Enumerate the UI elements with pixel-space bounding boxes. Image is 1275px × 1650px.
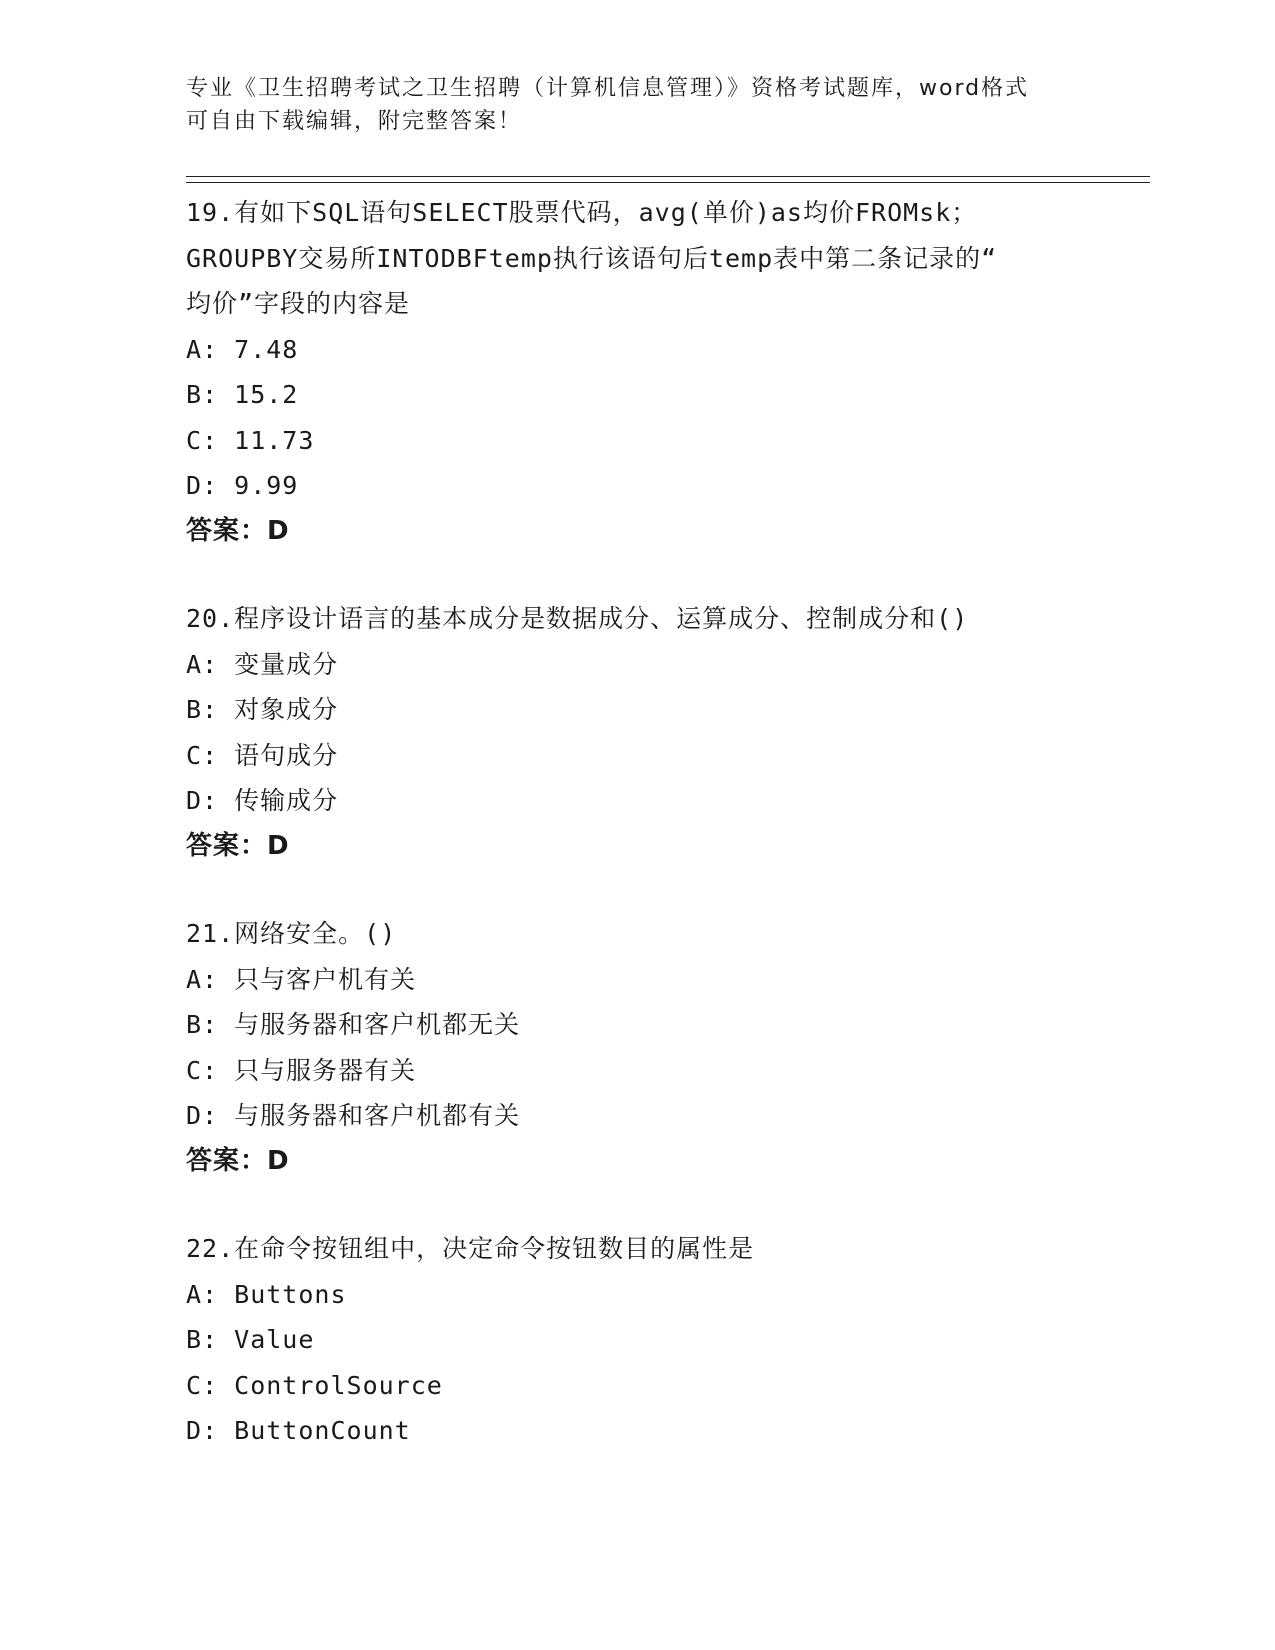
option-d: D: 传输成分: [186, 786, 339, 815]
option-c: C: ControlSource: [186, 1370, 443, 1400]
question-spacer: [186, 1184, 1086, 1226]
question-19: [186, 190, 1086, 554]
option-a: A: 7.48: [186, 334, 299, 364]
question-stem: [186, 911, 1086, 957]
option-b: B: 与服务器和客户机都无关: [186, 1010, 521, 1039]
question-spacer: [186, 869, 1086, 911]
option-b: B: Value: [186, 1325, 315, 1354]
answer-label: 答案：D: [186, 1145, 290, 1176]
option-d: D: 9.99: [186, 471, 299, 500]
stem-line: GROUPBY交易所INTODBFtemp执行该语句后temp表中第二条记录的“: [186, 243, 998, 273]
stem-line: 21.网络安全。(): [186, 919, 397, 948]
option-c: C: 语句成分: [186, 740, 339, 770]
question-list: [186, 190, 1086, 1454]
header-line-1: 专业《卫生招聘考试之卫生招聘（计算机信息管理）》资格考试题库，word格式: [186, 76, 1030, 101]
question-stem: [186, 1226, 1086, 1272]
option-a: A: Buttons: [186, 1279, 347, 1309]
header-line-2: 可自由下载编辑，附完整答案！: [186, 109, 523, 134]
option-a: A: 变量成分: [186, 649, 339, 679]
question-20: [186, 596, 1086, 869]
answer-label: 答案：D: [186, 515, 290, 546]
answer-label: 答案：D: [186, 830, 290, 861]
option-a: A: 只与客户机有关: [186, 964, 417, 994]
stem-line: 均价”字段的内容是: [186, 289, 411, 318]
option-d: D: 与服务器和客户机都有关: [186, 1101, 521, 1130]
question-stem: [186, 190, 1086, 327]
header-divider-bottom: [186, 182, 1150, 183]
stem-line: 19.有如下SQL语句SELECT股票代码，avg(单价)as均价FROMsk；: [186, 198, 978, 227]
option-b: B: 15.2: [186, 380, 299, 409]
option-d: D: ButtonCount: [186, 1416, 411, 1445]
header-divider-top: [186, 176, 1150, 177]
question-21: [186, 911, 1086, 1184]
stem-line: 22.在命令按钮组中，决定命令按钮数目的属性是: [186, 1234, 755, 1263]
question-spacer: [186, 554, 1086, 596]
document-header: [186, 72, 1066, 138]
question-22: [186, 1226, 1086, 1454]
option-b: B: 对象成分: [186, 695, 339, 724]
question-stem: [186, 596, 1086, 642]
option-c: C: 只与服务器有关: [186, 1055, 417, 1085]
stem-line: 20.程序设计语言的基本成分是数据成分、运算成分、控制成分和(): [186, 604, 969, 633]
option-c: C: 11.73: [186, 425, 315, 455]
